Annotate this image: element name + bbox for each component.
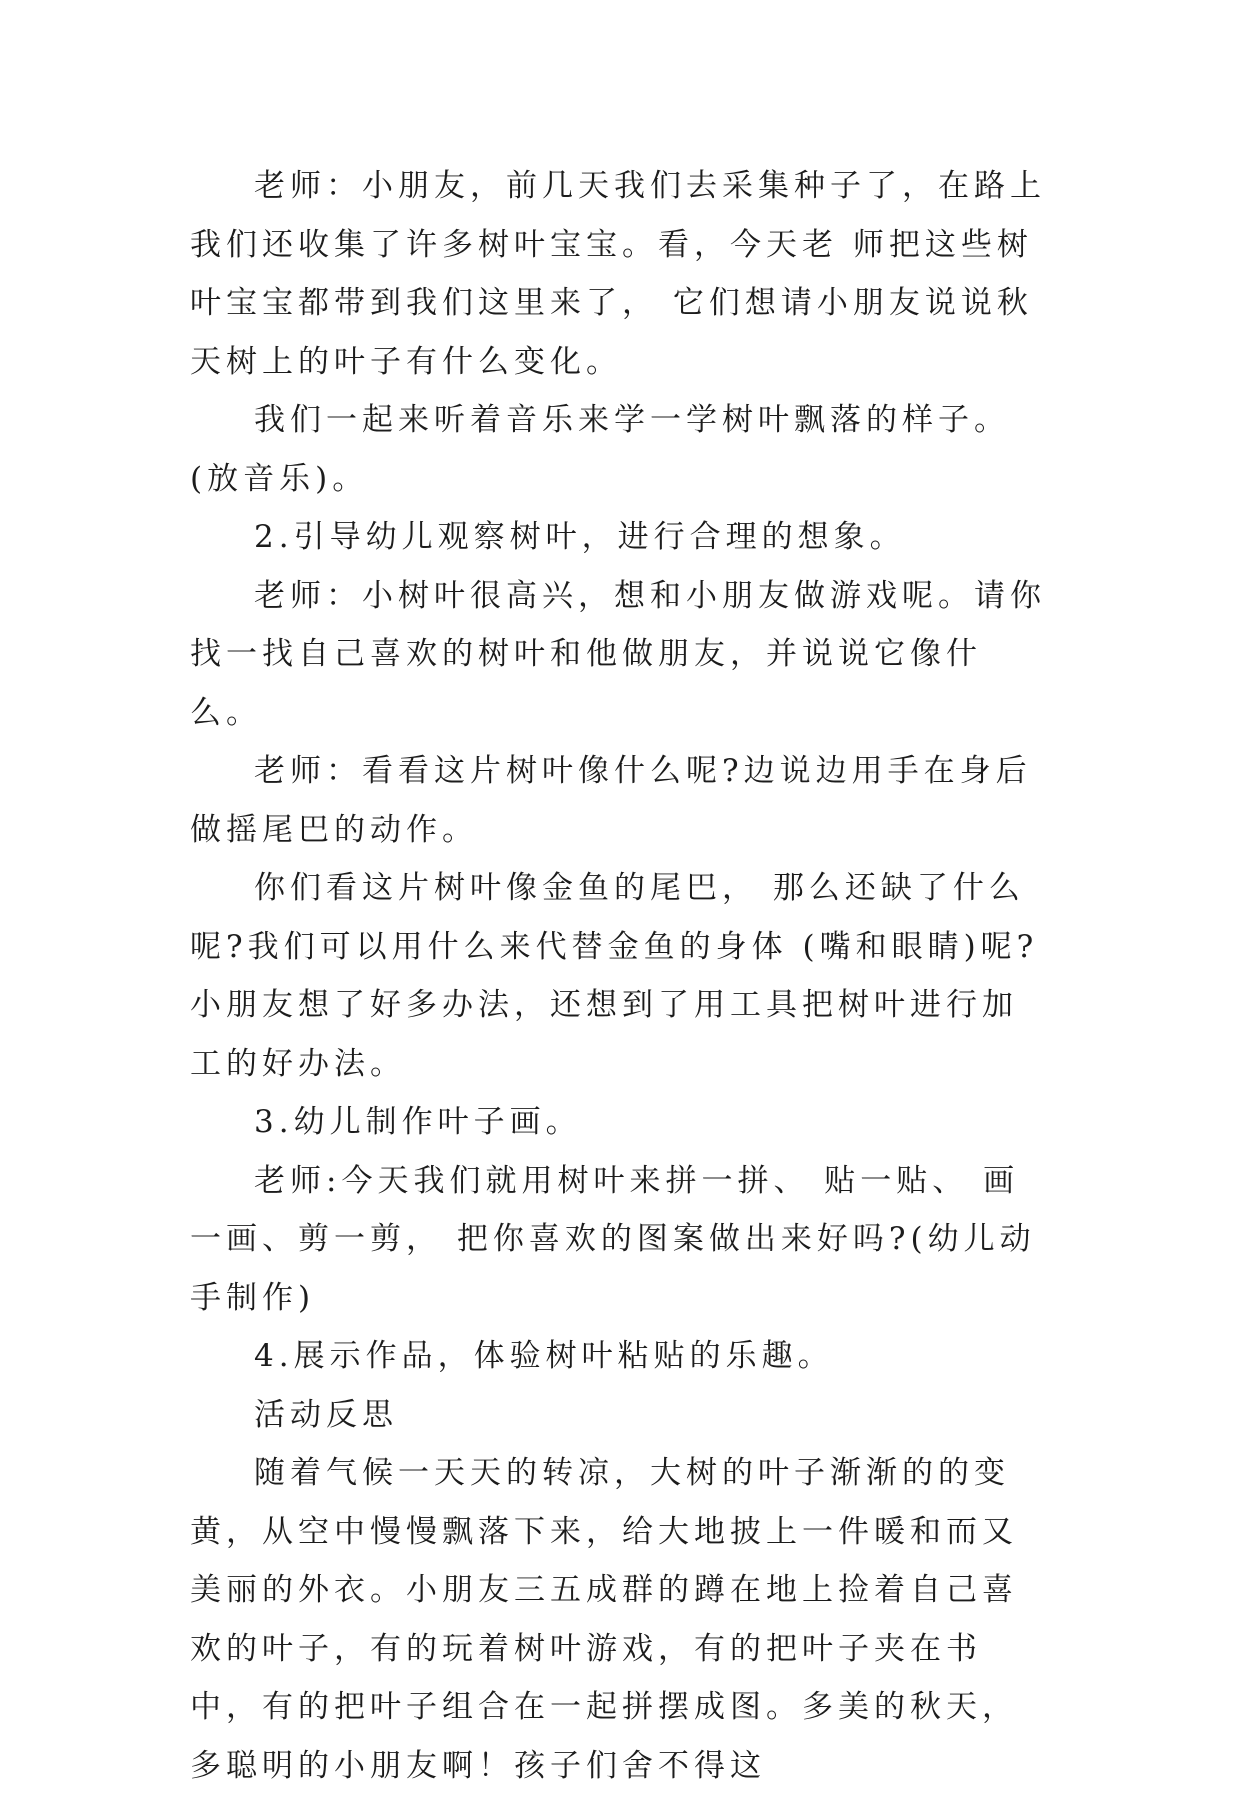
- paragraph-step-4: 4.展示作品，体验树叶粘贴的乐趣。: [254, 1338, 834, 1374]
- paragraph-music: 我们一起来听着音乐来学一学树叶飘落的样子。(放音乐)。: [190, 402, 1010, 497]
- paragraph-teacher-tail: 老师：看看这片树叶像什么呢?边说边用手在身后做摇尾巴的动作。: [190, 753, 1032, 848]
- paragraph-step-3: 3.幼儿制作叶子画。: [254, 1104, 582, 1140]
- paragraph-step-2: 2.引导幼儿观察树叶，进行合理的想象。: [254, 519, 906, 555]
- heading-reflection: 活动反思: [254, 1396, 398, 1433]
- paragraph-teacher-game: 老师：小树叶很高兴，想和小朋友做游戏呢。请你找一找自己喜欢的树叶和他做朋友，并说说它像什么。: [190, 577, 1046, 731]
- document-body: [190, 157, 1054, 1795]
- paragraph-goldfish: 你们看这片树叶像金鱼的尾巴， 那么还缺了什么呢?我们可以用什么来代替金鱼的身体 (嘴和眼睛)呢? 小朋友想了好多办法，还想到了用工具把树叶进行加工的好办法。: [190, 870, 1054, 1082]
- paragraph-teacher-intro: 老师：小朋友，前几天我们去采集种子了，在路上我们还收集了许多树叶宝宝。看，今天老 师把这些树叶宝宝都带到我们这里来了， 它们想请小朋友说说秋天树上的叶子有什么变化。: [190, 168, 1046, 380]
- paragraph-reflection: 随着气候一天天的转凉，大树的叶子渐渐的的变黄，从空中慢慢飘落下来，给大地披上一件暖和而又美丽的外衣。小朋友三五成群的蹲在地上捡着自己喜欢的叶子，有的玩着树叶游戏，有的把叶子夹在书中，有的把叶子组合在一起拼摆成图。多美的秋天，多聪明的小朋友啊！孩子们舍不得这: [190, 1455, 1018, 1784]
- paragraph-teacher-make: 老师:今天我们就用树叶来拼一拼、 贴一贴、 画一画、剪一剪， 把你喜欢的图案做出来好吗?(幼儿动手制作): [190, 1162, 1036, 1316]
